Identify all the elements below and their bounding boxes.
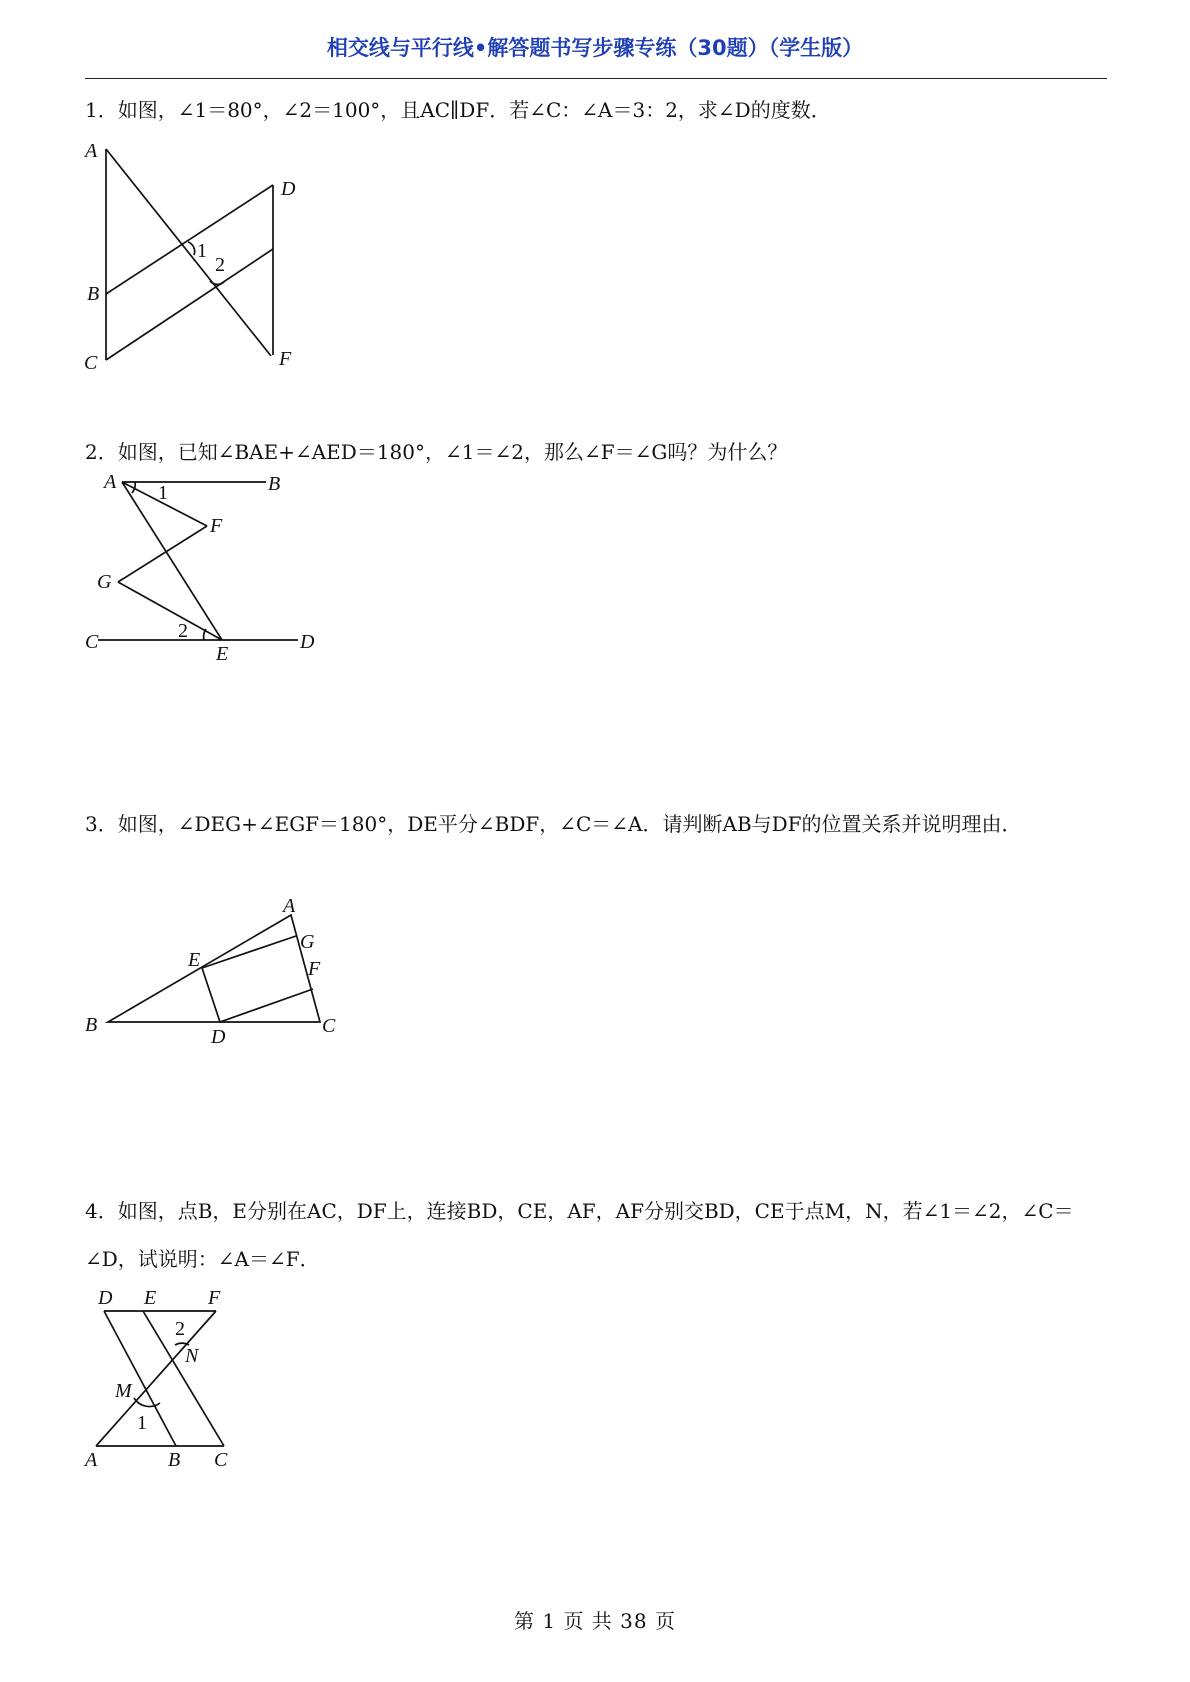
label-a: A (283, 895, 296, 917)
label-d: D (300, 631, 315, 653)
problem-2-text: 2．如图，已知∠BAE+∠AED＝180°，∠1＝∠2，那么∠F＝∠G吗？为什么？ (85, 440, 788, 464)
label-c: C (85, 631, 99, 653)
problem-4-figure (80, 1285, 300, 1485)
label-g: G (300, 931, 315, 953)
label-f: F (308, 958, 321, 980)
label-e: E (188, 949, 201, 971)
angle-2-label: 2 (215, 254, 225, 276)
angle-1-label: 1 (137, 1412, 147, 1434)
label-b: B (168, 1449, 181, 1471)
angle-2-label: 2 (175, 1318, 185, 1340)
label-c: C (84, 352, 98, 374)
label-d: D (281, 178, 296, 200)
label-a: A (104, 471, 117, 493)
label-e: E (216, 643, 229, 665)
problem-2-figure (80, 470, 330, 670)
label-a: A (85, 140, 98, 162)
label-m: M (115, 1380, 132, 1402)
page-number: 第 1 页 共 38 页 (514, 1609, 676, 1633)
header-rule (85, 78, 1107, 79)
label-f: F (210, 515, 223, 537)
label-f: F (208, 1287, 221, 1309)
label-b: B (85, 1014, 98, 1036)
label-c: C (214, 1449, 228, 1471)
label-f: F (279, 348, 292, 370)
label-e: E (144, 1287, 157, 1309)
problem-3-text: 3．如图，∠DEG+∠EGF＝180°，DE平分∠BDF，∠C＝∠A．请判断AB与DF的位置关系并说明理由． (85, 812, 1022, 836)
page-title: 相交线与平行线•解答题书写步骤专练（30题）（学生版） (326, 36, 864, 60)
angle-1-label: 1 (158, 482, 168, 504)
problem-1-text: 1．如图，∠1＝80°，∠2＝100°，且AC∥DF．若∠C：∠A＝3：2，求∠D的度数． (85, 98, 831, 122)
label-g: G (97, 571, 112, 593)
problem-4-text: 4．如图，点B，E分别在AC，DF上，连接BD，CE，AF，AF分别交BD，CE于点M，N，若∠1＝∠2，∠C＝∠D，试说明：∠A＝∠F． (85, 1199, 1074, 1271)
label-b: B (87, 283, 100, 305)
label-c: C (322, 1015, 336, 1037)
label-a: A (85, 1449, 98, 1471)
label-b: B (268, 473, 281, 495)
label-d: D (211, 1026, 226, 1048)
label-d: D (98, 1287, 113, 1309)
angle-1-label: 1 (197, 240, 207, 262)
problem-1-figure (80, 135, 310, 380)
angle-2-label: 2 (178, 620, 188, 642)
label-n: N (185, 1345, 199, 1367)
problem-3-figure (80, 895, 350, 1050)
